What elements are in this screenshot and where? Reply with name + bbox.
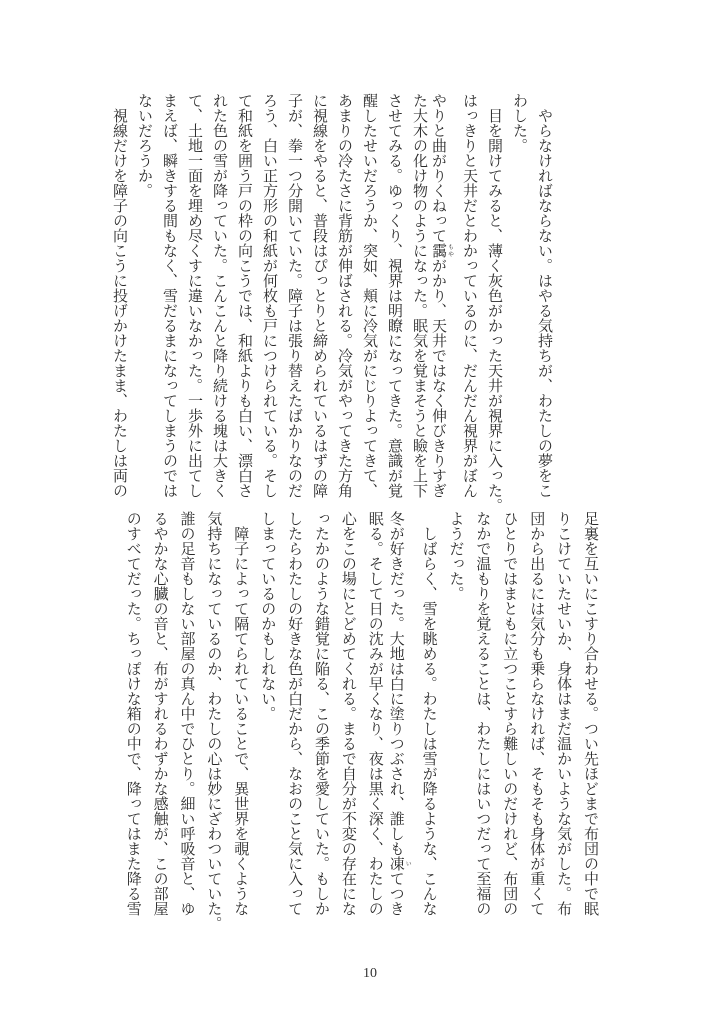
text-column: ひとりではまともに立つことすら難しいのだけれど、布団の <box>501 511 520 916</box>
text-column: 団から出るには気分も乗らなければ、そもそも身体が重くて <box>528 511 547 916</box>
ruby-base: 凍 <box>387 856 406 871</box>
text-column: 足裏を互いにこすり合わせる。つい先ほどまで布団の中で眠 <box>582 511 600 916</box>
ruby-reading: い <box>404 856 412 871</box>
ruby-reading: もや <box>446 243 454 258</box>
text-column: に視線をやると、普段はぴっとりと締められているはずの障 <box>311 93 329 498</box>
text-column: 目を開けてみると、薄く灰色がかった天井が視界に入った。 <box>486 93 504 513</box>
text-column: やらなければならない。はやる気持ちが、わたしの夢をこ <box>536 93 554 498</box>
ruby-base: 靄 <box>430 243 448 258</box>
text-column: りこけていたせいか、身体はまだ温かいような気がした。布 <box>555 511 574 916</box>
text-column: ようだった。 <box>447 511 466 601</box>
page-number: 10 <box>363 966 377 981</box>
text-column: なかで温もりを覚えることは、わたしにはいつだって至福の <box>474 511 493 916</box>
text-column: た大木の化け物のようになった。眠気を覚まそうと瞼を上下 <box>411 93 429 498</box>
text-column: しまっているのかもしれない。 <box>259 511 278 721</box>
text-column: あまりの冷たさに背筋が伸ばされる。冷気がやってきた方角 <box>336 93 354 498</box>
ruby-annotation <box>430 243 454 258</box>
text-column: 眠る。そして日の沈みが早くなり、夜は黒く深く、わたしの <box>366 511 385 916</box>
text-column: て、土地一面を埋め尽くすに違いなかった。一歩外に出てし <box>186 93 204 498</box>
text-column: 醒したせいだろうか、突如、頬に冷気がにじりよってきて、 <box>361 93 379 498</box>
text-column: のすべてだった。ちっぽけな箱の中で、降ってはまた降る雪 <box>124 511 143 916</box>
text-column: ないだろうか。 <box>136 93 154 198</box>
text-column: 誰の足音もしない部屋の真ん中でひとり。細い呼吸音と、ゆ <box>178 511 197 916</box>
text-column: て和紙を囲う戸の枠の向こうでは、和紙よりも白い、漂白さ <box>236 93 254 498</box>
text-segment: やりと曲がりくねって <box>430 93 448 243</box>
text-column: れた色の雪が降っていた。こんこんと降り続ける塊は大きく <box>211 93 229 498</box>
text-column: はっきりと天井だとわかっているのに、だんだん視界がぼん <box>461 93 479 498</box>
text-segment: がかり、天井ではなく伸びきりすぎ <box>430 258 448 498</box>
text-column: 子が、拳一つ分開いていた。障子は張り替えたばかりなのだ <box>286 93 304 498</box>
text-column: ったかのような錯覚に陥る、この季節を愛していた。もしか <box>313 511 331 916</box>
text-column: ろう、白い正方形の和紙が何枚も戸につけられている。そし <box>261 93 279 498</box>
text-column: るやかな心臓の音と、布がすれるわずかな感触が、この部屋 <box>151 511 170 916</box>
text-column <box>387 511 412 916</box>
text-column <box>430 93 454 498</box>
text-column: したらわたしの好きな色が白だから、なおのこと気に入って <box>286 511 305 916</box>
text-column: 視線だけを障子の向こうに投げかけたまま、わたしは両の <box>111 93 129 498</box>
text-column: まえば、瞬きする間もなく、雪だるまになってしまうのでは <box>161 93 179 498</box>
text-column: させてみる。ゆっくり、視界は明瞭になってきた。意識が覚 <box>386 93 404 498</box>
text-column: 障子によって隔てられていることで、異世界を覗くような <box>232 511 251 916</box>
text-segment: 冬が好きだった。大地は白に塗りつぶされ、誰しも <box>387 511 406 856</box>
text-column: 心をこの場にとどめてくれる。まるで自分が不変の存在にな <box>339 511 358 916</box>
text-segment: てつき <box>387 871 406 916</box>
ruby-annotation <box>387 856 412 871</box>
text-column: しばらく、雪を眺める。わたしは雪が降るような、こんな <box>420 511 439 916</box>
text-column: わした。 <box>511 93 529 153</box>
text-column: 気持ちになっているのか、わたしの心は妙にざわついていた。 <box>205 511 224 931</box>
